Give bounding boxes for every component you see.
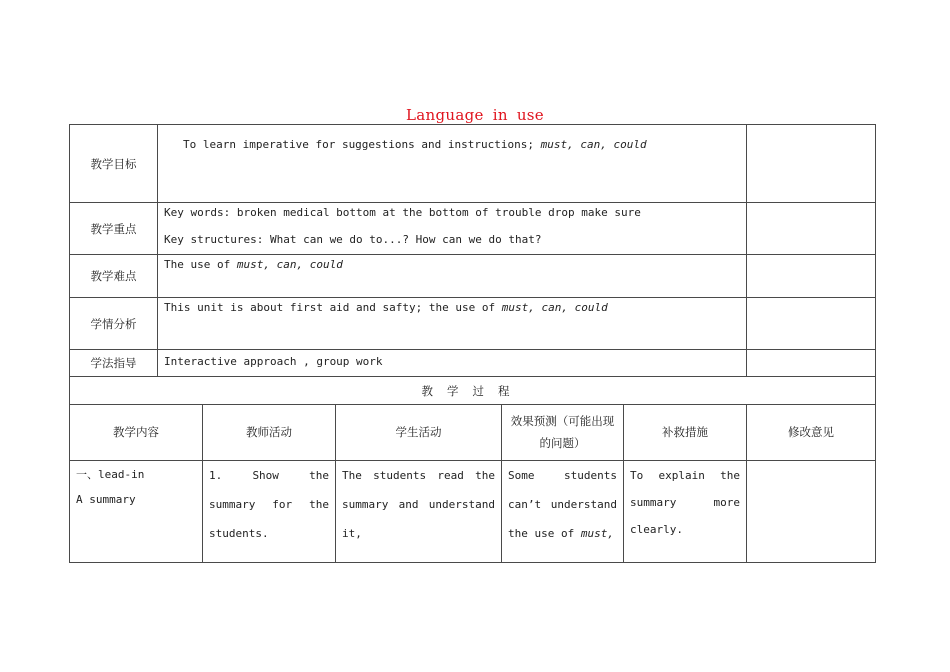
analysis-text: This unit is about first aid and safty; the use of [164,301,502,314]
objectives-extra-cell [747,125,876,203]
row-column-headers [70,405,876,461]
col-header-teacher: 教师活动 [203,405,336,461]
objectives-modal-verbs: must, can, could [540,138,647,151]
process-heading: 教学过程 [70,377,876,405]
method-content: Interactive approach , group work [158,350,747,377]
analysis-extra-cell [747,298,876,350]
key-structures-line: Key structures: What can we do to...? How can we do that? [164,232,542,246]
document-title: Language in use [406,106,544,124]
key-points-content [158,203,747,255]
key-points-extra-cell [747,203,876,255]
difficulties-modal-verbs: must, can, could [236,258,343,271]
row-analysis [70,298,876,350]
remedy-measures: To explain the summary more clearly. [624,461,747,563]
analysis-modal-verbs: must, can, could [501,301,608,314]
prediction-modal-verb: must, [580,527,614,540]
difficulties-text: The use of [164,258,237,271]
analysis-label: 学情分析 [70,298,158,350]
key-points-label: 教学重点 [70,203,158,255]
objectives-label: 教学目标 [70,125,158,203]
student-activity: The students read the summary and understand it, [336,461,502,563]
row-difficulties [70,255,876,298]
key-words-line: Key words: broken medical bottom at the bottom of trouble drop make sure [164,206,641,219]
row-method [70,350,876,377]
lesson-plan-table [69,124,876,563]
prediction-text: Some students can’t understand the use of [508,469,617,540]
col-header-remedy: 补救措施 [624,405,747,461]
difficulties-label: 教学难点 [70,255,158,298]
row-objectives [70,125,876,203]
method-label: 学法指导 [70,350,158,377]
method-extra-cell [747,350,876,377]
lead-in-title: 一、lead-in [76,468,145,481]
teacher-activity: 1. Show the summary for the students. [203,461,336,563]
col-header-student: 学生活动 [336,405,502,461]
col-header-revision: 修改意见 [747,405,876,461]
objectives-content [158,125,747,203]
revision-suggestions [747,461,876,563]
effect-prediction [502,461,624,563]
lead-in-subtitle: A summary [76,493,136,506]
col-header-prediction: 效果预测（可能出现的问题） [502,405,624,461]
row-process-heading [70,377,876,405]
difficulties-extra-cell [747,255,876,298]
row-key-points [70,203,876,255]
row-lead-in [70,461,876,563]
lead-in-content [70,461,203,563]
col-header-content: 教学内容 [70,405,203,461]
objectives-text: To learn imperative for suggestions and instructions; [183,138,541,151]
analysis-content [158,298,747,350]
difficulties-content [158,255,747,298]
